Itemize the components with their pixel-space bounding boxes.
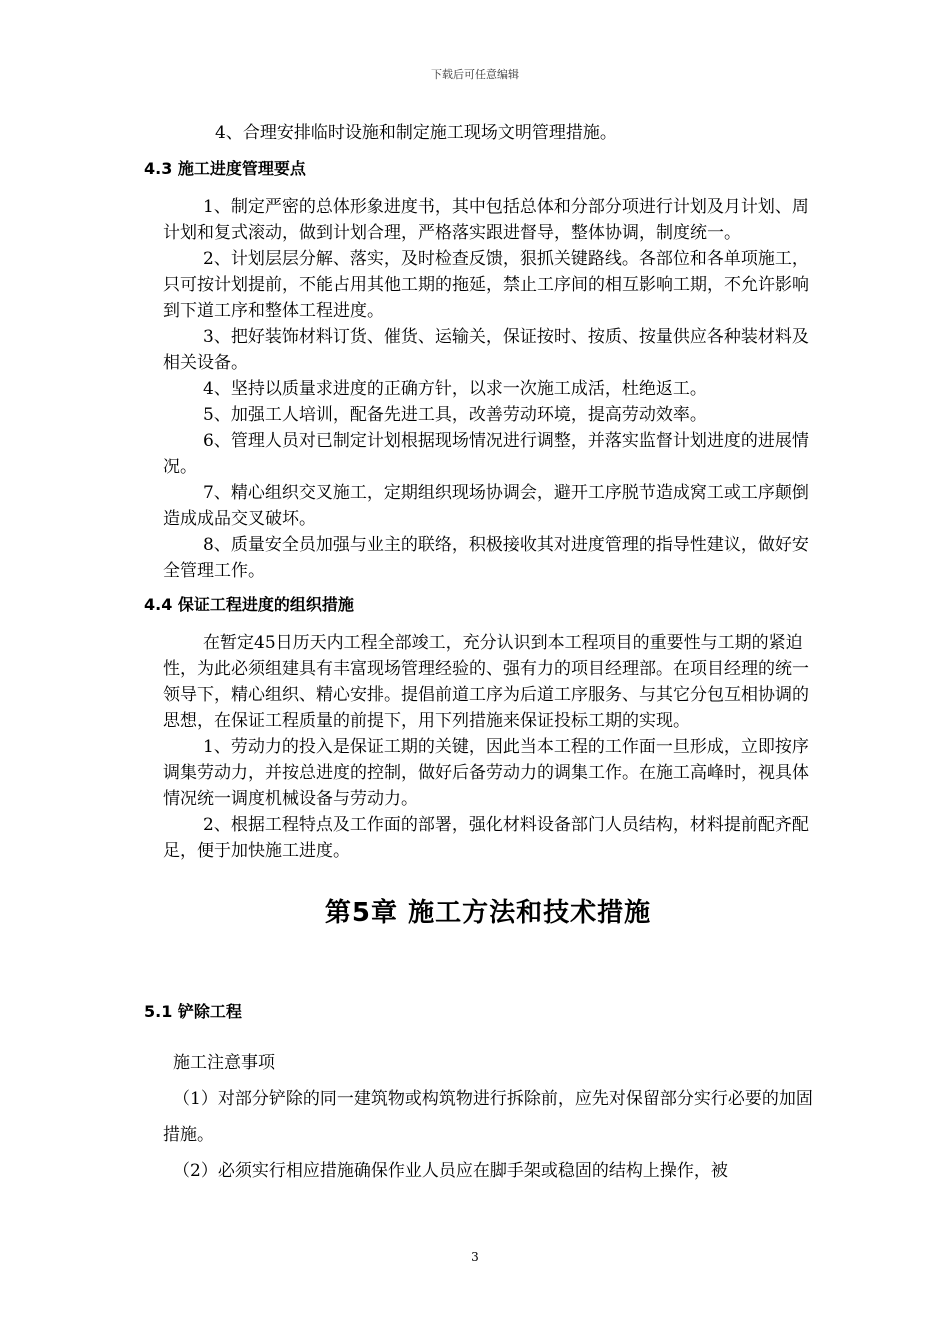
section-heading-4-4: 4.4 保证工程进度的组织措施: [144, 595, 354, 614]
list-item: 3、把好装饰材料订货、催货、运输关，保证按时、按质、按量供应各种装材料及相关设备。: [163, 327, 809, 373]
list-item: 2、计划层层分解、落实，及时检查反馈，狠抓关键路线。各部位和各单项施工，只可按计划提前，不能占用其他工期的拖延，禁止工序间的相互影响工期，不允许影响到下道工序和整体工程进度。: [163, 249, 809, 321]
section-4-4-body: [163, 630, 813, 864]
page-header: 下载后可任意编辑: [431, 68, 519, 81]
list-item: 5、加强工人培训，配备先进工具，改善劳动环境，提高劳动效率。: [203, 405, 707, 425]
list-item: （1）对部分铲除的同一建筑物或构筑物进行拆除前，应先对保留部分实行必要的加固措施。: [163, 1089, 813, 1145]
chapter-title: 第5章 施工方法和技术措施: [324, 898, 652, 928]
section-4-3-body: [163, 194, 813, 584]
list-item: 1、制定严密的总体形象进度书，其中包括总体和分部分项进行计划及月计划、周计划和复式滚动，做到计划合理，严格落实跟进督导，整体协调，制度统一。: [163, 197, 809, 243]
list-item: 7、精心组织交叉施工，定期组织现场协调会，避开工序脱节造成窝工或工序颠倒造成成品交叉破坏。: [163, 483, 809, 529]
list-item: 8、质量安全员加强与业主的联络，积极接收其对进度管理的指导性建议，做好安全管理工作。: [163, 535, 809, 581]
list-item: 2、根据工程特点及工作面的部署，强化材料设备部门人员结构，材料提前配齐配足，便于加快施工进度。: [163, 815, 809, 861]
list-item: 4、坚持以质量求进度的正确方针，以求一次施工成活，杜绝返工。: [203, 379, 707, 399]
list-item: （2）必须实行相应措施确保作业人员应在脚手架或稳固的结构上操作，被: [173, 1161, 728, 1181]
list-item: 在暂定45日历天内工程全部竣工，充分认识到本工程项目的重要性与工期的紧迫性，为此必须组建具有丰富现场管理经验的、强有力的项目经理部。在项目经理的统一领导下，精心组织、精心安排。提倡前道工序为后道工序服务、与其它分包互相协调的思想，在保证工程质量的前提下，用下列措施来保证投标工期的实现。: [163, 633, 809, 731]
document-body: [144, 120, 813, 1189]
paragraph: 4、合理安排临时设施和制定施工现场文明管理措施。: [215, 123, 617, 143]
section-heading-4-3: 4.3 施工进度管理要点: [144, 159, 306, 178]
list-item: 1、劳动力的投入是保证工期的关键，因此当本工程的工作面一旦形成，立即按序调集劳动力，并按总进度的控制，做好后备劳动力的调集工作。在施工高峰时，视具体情况统一调度机械设备与劳动力。: [163, 737, 809, 809]
page-number: 3: [471, 1250, 479, 1264]
section-heading-5-1: 5.1 铲除工程: [144, 1002, 242, 1021]
list-item: 6、管理人员对已制定计划根据现场情况进行调整，并落实监督计划进度的进展情况。: [163, 431, 809, 477]
subsection-title: 施工注意事项: [173, 1053, 275, 1073]
